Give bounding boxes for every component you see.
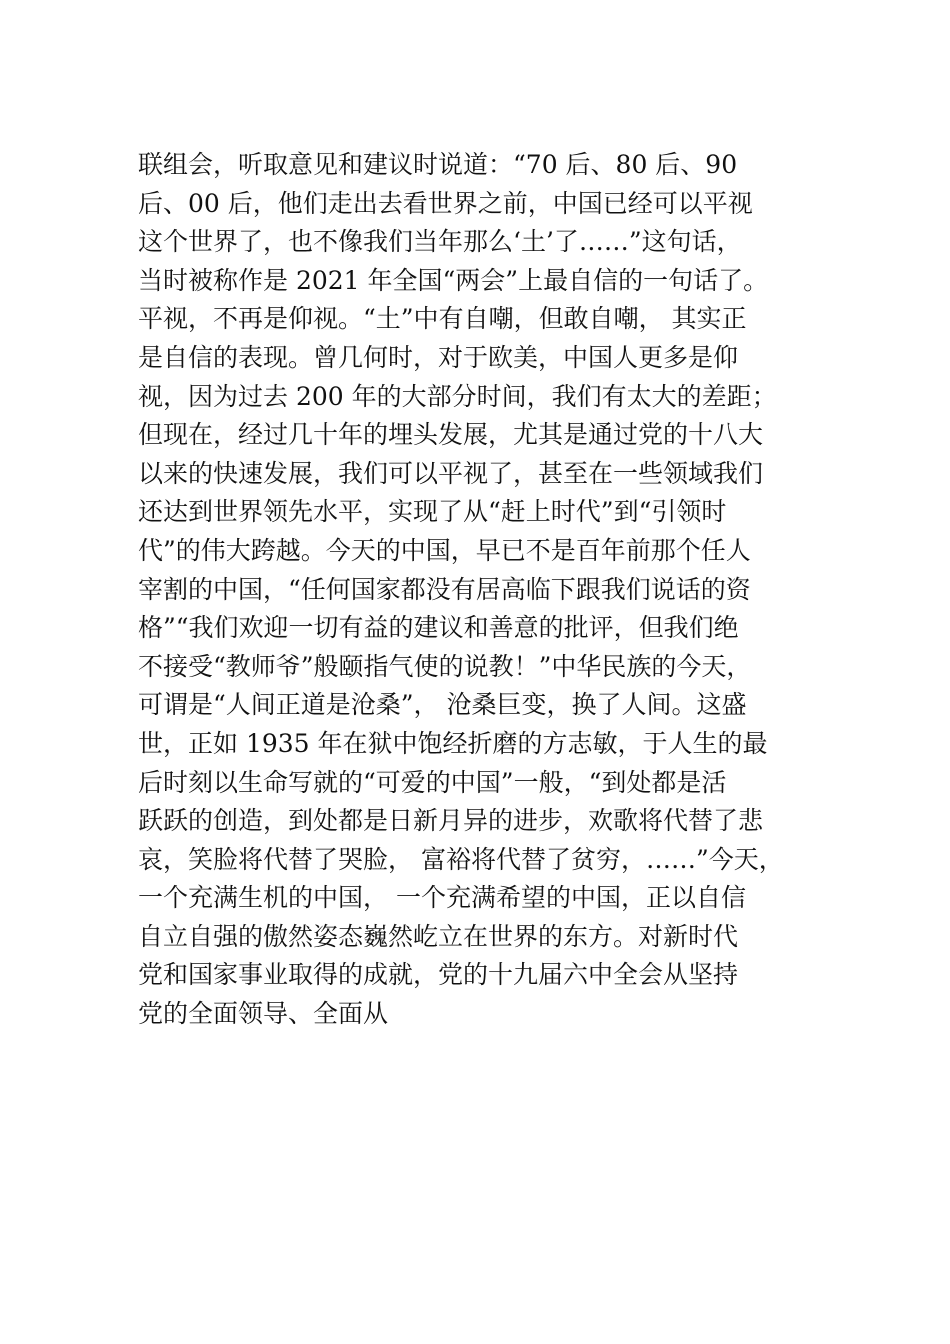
text-line-11: 代”的伟大跨越。今天的中国，早已不是百年前那个任人	[138, 535, 751, 565]
text-line-6: 是自信的表现。曾几何时，对于欧美，中国人更多是仰	[138, 342, 739, 372]
text-line-2: 后、00 后，他们走出去看世界之前，中国已经可以平视	[138, 188, 753, 218]
text-line-12: 宰割的中国，“任何国家都没有居高临下跟我们说话的资	[138, 574, 751, 604]
text-line-20: 一个充满生机的中国， 一个充满希望的中国，正以自信	[138, 883, 746, 913]
text-line-14: 不接受“教师爷”般颐指气使的说教！”中华民族的今天，	[138, 651, 752, 681]
text-line-21: 自立自强的傲然姿态巍然屹立在世界的东方。对新时代	[138, 921, 739, 951]
text-line-22: 党和国家事业取得的成就，党的十九届六中全会从坚持	[138, 960, 739, 990]
text-line-4: 当时被称作是 2021 年全国“两会”上最自信的一句话了。	[138, 265, 769, 295]
text-line-8: 但现在，经过几十年的埋头发展，尤其是通过党的十八大	[138, 420, 764, 450]
text-line-15: 可谓是“人间正道是沧桑”， 沧桑巨变，换了人间。这盛	[138, 690, 747, 720]
text-line-3: 这个世界了，也不像我们当年那么‘土’了……”这句话，	[138, 227, 742, 257]
text-line-10: 还达到世界领先水平，实现了从“赶上时代”到“引领时	[138, 497, 727, 527]
text-line-1: 联组会，听取意见和建议时说道：“70 后、80 后、90	[138, 150, 738, 179]
text-line-17: 后时刻以生命写就的“可爱的中国”一般，“到处都是活	[138, 767, 727, 797]
text-line-23: 党的全面领导、全面从	[138, 999, 389, 1029]
text-line-5: 平视，不再是仰视。“土”中有自嘲，但敢自嘲， 其实正	[138, 304, 747, 334]
text-line-18: 跃跃的创造，到处都是日新月异的进步，欢歌将代替了悲	[138, 806, 764, 836]
text-line-7: 视，因为过去 200 年的大部分时间，我们有太大的差距；	[138, 381, 777, 411]
text-line-16: 世，正如 1935 年在狱中饱经折磨的方志敏，于人生的最	[138, 728, 768, 758]
text-line-19: 哀，笑脸将代替了哭脸， 富裕将代替了贫穷，……”今天，	[138, 844, 784, 874]
text-line-9: 以来的快速发展，我们可以平视了，甚至在一些领域我们	[138, 458, 764, 488]
body-paragraph	[138, 146, 798, 1034]
text-line-13: 格”“我们欢迎一切有益的建议和善意的批评，但我们绝	[138, 613, 739, 643]
